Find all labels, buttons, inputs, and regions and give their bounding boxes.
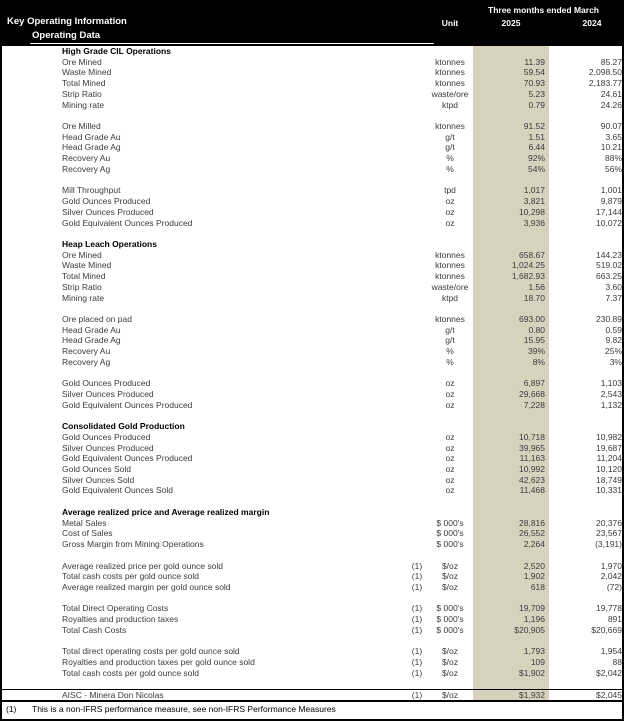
row-label: Total Mined <box>62 78 106 89</box>
row-label: Gold Equivalent Ounces Sold <box>62 485 174 496</box>
footnote-ref: (1) <box>411 656 423 667</box>
row-label: Gold Ounces Produced <box>62 431 151 442</box>
value-2025-cell: 6,897 <box>523 378 545 389</box>
value-2025-cell: 109 <box>530 656 545 667</box>
value-2024-cell: 2,042 <box>600 571 622 582</box>
value-2025-cell: 11.39 <box>524 56 545 67</box>
table-row <box>2 443 622 454</box>
value-2025-cell: 19,709 <box>519 603 545 614</box>
unit-cell: oz <box>445 206 455 217</box>
footnote-marker: (1) <box>6 704 17 714</box>
section-title-operating-data: Operating Data <box>32 30 101 41</box>
table-row <box>2 207 622 218</box>
value-2024-cell: 3% <box>609 356 622 367</box>
value-2025-cell: 0.80 <box>528 324 545 335</box>
value-2024-cell: 10.21 <box>600 142 622 153</box>
row-label: Average realized price and Average realized margin <box>62 506 270 517</box>
row-label: Average realized price per gold ounce sold <box>62 560 223 571</box>
unit-cell: oz <box>445 442 455 453</box>
unit-cell: oz <box>445 378 455 389</box>
spacer-row <box>2 636 622 647</box>
unit-cell: $ 000's <box>436 517 464 528</box>
footnote-ref: (1) <box>411 560 423 571</box>
value-2025-cell: 59.54 <box>523 67 545 78</box>
row-label: Silver Ounces Produced <box>62 206 154 217</box>
row-label: Gold Equivalent Ounces Produced <box>62 217 193 228</box>
table-row <box>2 475 622 486</box>
period-header: Three months ended March <box>488 5 599 15</box>
unit-cell: $ 000's <box>436 614 464 625</box>
spacer-row <box>2 303 622 314</box>
table-row <box>2 325 622 336</box>
table-row <box>2 582 622 593</box>
value-2024-cell: 891 <box>607 614 622 625</box>
row-label: Gold Ounces Produced <box>62 378 151 389</box>
table-row <box>2 282 622 293</box>
row-label: Recovery Au <box>62 346 111 357</box>
unit-cell: oz <box>445 399 455 410</box>
footnote-ref: (1) <box>411 614 423 625</box>
value-2024-cell: 10,120 <box>596 464 622 475</box>
value-2024-cell: 1,103 <box>600 378 622 389</box>
row-label: Strip Ratio <box>62 88 102 99</box>
value-2024-cell: 9.82 <box>605 335 622 346</box>
value-2025-cell: 1,902 <box>523 571 545 582</box>
spacer-row <box>2 228 622 239</box>
value-2024-cell: 230.89 <box>596 313 622 324</box>
unit-cell: oz <box>445 485 455 496</box>
table-row <box>2 657 622 668</box>
value-2025-cell: 91.52 <box>523 121 545 132</box>
value-2024-cell: 56% <box>604 163 622 174</box>
unit-cell: % <box>446 153 454 164</box>
row-label: Recovery Ag <box>62 356 111 367</box>
row-label: Mill Throughput <box>62 185 121 196</box>
value-2025-cell: 1,017 <box>523 185 545 196</box>
unit-cell: oz <box>445 431 455 442</box>
table-row <box>2 260 622 271</box>
value-2024-cell: 23,567 <box>596 528 622 539</box>
unit-cell: g/t <box>445 335 455 346</box>
footnote-ref: (1) <box>411 646 423 657</box>
table-row <box>2 646 622 657</box>
value-2025-cell: 42,623 <box>519 474 545 485</box>
unit-cell: oz <box>445 453 455 464</box>
table-row <box>2 164 622 175</box>
row-label: Cost of Sales <box>62 528 113 539</box>
value-2025-cell: 3,821 <box>523 196 545 207</box>
value-2025-cell: 6.44 <box>528 142 545 153</box>
row-label: Waste Mined <box>62 260 112 271</box>
unit-cell: $/oz <box>441 560 459 571</box>
row-label: Gold Ounces Sold <box>62 464 131 475</box>
section-header-row <box>2 421 622 432</box>
row-label: Royalties and production taxes <box>62 614 179 625</box>
row-label: Gold Equivalent Ounces Produced <box>62 399 193 410</box>
table-row <box>2 335 622 346</box>
table-row <box>2 346 622 357</box>
table-row <box>2 485 622 496</box>
value-2024-cell: 10,072 <box>596 217 622 228</box>
row-label: Silver Ounces Sold <box>62 474 135 485</box>
unit-cell: waste/ore <box>431 88 469 99</box>
table-row <box>2 528 622 539</box>
unit-cell: $ 000's <box>436 624 464 635</box>
value-2024-cell: 1,954 <box>600 646 622 657</box>
value-2024-cell: 7.37 <box>605 292 622 303</box>
value-2024-cell: (72) <box>606 581 622 592</box>
row-label: Head Grade Au <box>62 131 121 142</box>
value-2024-cell: 10,331 <box>596 485 622 496</box>
row-label: Consolidated Gold Production <box>62 421 185 432</box>
table-row <box>2 561 622 572</box>
table-row <box>2 67 622 78</box>
spacer-row <box>2 410 622 421</box>
row-label: Silver Ounces Produced <box>62 389 154 399</box>
table-row <box>2 89 622 100</box>
value-2025-cell: 5.23 <box>528 88 545 99</box>
value-2024-cell: 519.02 <box>596 260 622 271</box>
table-row <box>2 518 622 529</box>
row-label: Head Grade Au <box>62 324 121 335</box>
value-2025-cell: $1,902 <box>519 667 545 678</box>
unit-cell: ktonnes <box>435 260 465 271</box>
row-label: Total cash costs per gold ounce sold <box>62 571 200 582</box>
table-row <box>2 668 622 679</box>
table-row <box>2 132 622 143</box>
row-label: Silver Ounces Produced <box>62 442 154 453</box>
spacer-row <box>2 110 622 121</box>
value-2024-cell: 88 <box>612 656 622 667</box>
value-2025-cell: 10,992 <box>519 464 545 475</box>
row-label: Heap Leach Operations <box>62 238 157 249</box>
value-2025-cell: 18.70 <box>523 292 545 303</box>
value-2024-cell: 1,970 <box>600 560 622 571</box>
unit-cell: ktonnes <box>435 271 465 282</box>
unit-cell: $/oz <box>441 581 459 592</box>
value-2024-cell: 9,879 <box>600 196 622 207</box>
value-2024-cell: 19,687 <box>596 442 622 453</box>
unit-cell: g/t <box>445 131 455 142</box>
value-2024-cell: $2,045 <box>596 690 622 701</box>
table-row <box>2 378 622 389</box>
table-row <box>2 625 622 636</box>
value-2025-cell: 26,552 <box>519 528 545 539</box>
value-2025-cell: 1,024.25 <box>511 260 545 271</box>
table-body <box>2 46 622 700</box>
footnote-text: This is a non-IFRS performance measure, see non-IFRS Performance Measures <box>32 704 336 714</box>
section-header-row <box>2 507 622 518</box>
unit-cell: g/t <box>445 142 455 153</box>
spacer-row <box>2 368 622 379</box>
value-2024-cell: $2,042 <box>596 667 622 678</box>
row-label: Ore Mined <box>62 249 102 260</box>
row-label: Strip Ratio <box>62 281 102 292</box>
value-2025-cell: $1,932 <box>519 690 545 701</box>
unit-cell: oz <box>445 464 455 475</box>
value-2025-cell: $20,905 <box>514 624 545 635</box>
value-2025-cell: 1,196 <box>523 614 545 625</box>
row-label: Total Cash Costs <box>62 624 127 635</box>
value-2025-cell: 39,965 <box>519 442 545 453</box>
row-label: Ore Milled <box>62 121 101 132</box>
table-row <box>2 400 622 411</box>
value-2024-cell: 85.27 <box>600 56 622 67</box>
value-2025-cell: 693.00 <box>519 313 545 324</box>
value-2025-cell: 15.95 <box>523 335 545 346</box>
row-label: Total cash costs per gold ounce sold <box>62 667 200 678</box>
row-label: Recovery Ag <box>62 163 111 174</box>
table-row <box>2 271 622 282</box>
value-2025-cell: 11,163 <box>519 453 545 464</box>
section-header-row <box>2 46 622 57</box>
row-label: Metal Sales <box>62 517 107 528</box>
value-2024-cell: 1,132 <box>600 399 622 410</box>
unit-cell: $ 000's <box>436 528 464 539</box>
table-row <box>2 121 622 132</box>
unit-cell: % <box>446 163 454 174</box>
spacer-row <box>2 496 622 507</box>
table-row <box>2 78 622 89</box>
value-2024-cell: 24.61 <box>600 88 622 99</box>
spacer-row <box>2 175 622 186</box>
table-row <box>2 464 622 475</box>
value-2025-cell: 1,793 <box>523 646 545 657</box>
unit-cell: ktonnes <box>435 78 465 89</box>
value-2024-cell: 24.26 <box>600 99 622 110</box>
table-row <box>2 539 622 550</box>
row-label: Gold Equivalent Ounces Produced <box>62 453 193 464</box>
unit-cell: g/t <box>445 324 455 335</box>
value-2024-cell: 0.59 <box>605 324 622 335</box>
value-2025-cell: 92% <box>527 153 545 164</box>
value-2025-cell: 10,718 <box>519 431 545 442</box>
unit-cell: % <box>446 356 454 367</box>
value-2024-cell: 90.07 <box>600 121 622 132</box>
table-row <box>2 357 622 368</box>
row-label: AISC - Minera Don Nicolas <box>62 690 164 701</box>
row-label: Total Mined <box>62 271 106 282</box>
value-2025-cell: 2,264 <box>523 539 545 550</box>
unit-cell: ktonnes <box>435 121 465 132</box>
unit-cell: ktonnes <box>435 56 465 67</box>
value-2024-cell: 663.25 <box>596 271 622 282</box>
value-2025-cell: 11,468 <box>519 485 545 496</box>
value-2025-cell: 70.93 <box>523 78 545 89</box>
value-2025-cell: 8% <box>532 356 545 367</box>
value-2024-cell: 3.60 <box>605 281 622 292</box>
spacer-row <box>2 550 622 561</box>
section-header-row <box>2 239 622 250</box>
footnote-ref: (1) <box>411 603 423 614</box>
value-2025-cell: 0.79 <box>528 99 545 110</box>
unit-cell: $/oz <box>441 571 459 582</box>
value-2025-cell: 28,816 <box>519 517 545 528</box>
unit-cell: $/oz <box>441 656 459 667</box>
value-2025-cell: 10,298 <box>519 206 545 217</box>
table-row <box>2 389 622 400</box>
column-header-2024: 2024 <box>582 18 602 28</box>
value-2024-cell: 1,001 <box>600 185 622 196</box>
unit-cell: % <box>446 346 454 357</box>
unit-cell: oz <box>445 217 455 228</box>
value-2024-cell: 2,183.77 <box>588 78 622 89</box>
value-2025-cell: 3,936 <box>523 217 545 228</box>
page-title: Key Operating Information <box>7 16 127 27</box>
table-row <box>2 571 622 582</box>
unit-cell: $ 000's <box>436 603 464 614</box>
unit-cell: tpd <box>444 185 456 196</box>
table-row <box>2 250 622 261</box>
value-2024-cell: 20,376 <box>596 517 622 528</box>
row-label: Recovery Au <box>62 153 111 164</box>
row-label: Mining rate <box>62 292 105 303</box>
value-2024-cell: 88% <box>604 153 622 164</box>
value-2025-cell: 39% <box>527 346 545 357</box>
value-2025-cell: 7,228 <box>523 399 545 410</box>
row-label: Ore placed on pad <box>62 313 132 324</box>
table-row <box>2 57 622 68</box>
value-2024-cell: 10,982 <box>596 431 622 442</box>
row-label: Head Grade Ag <box>62 142 121 153</box>
footnote-ref: (1) <box>411 690 423 701</box>
value-2024-cell: $20,669 <box>591 624 622 635</box>
row-label: Mining rate <box>62 99 105 110</box>
spacer-row <box>2 593 622 604</box>
value-2025-cell: 1,682.93 <box>511 271 545 282</box>
unit-cell: waste/ore <box>431 281 469 292</box>
unit-cell: $/oz <box>441 646 459 657</box>
row-label: Waste Mined <box>62 67 112 78</box>
subtitle-underline <box>30 43 434 44</box>
unit-cell: oz <box>445 474 455 485</box>
table-row <box>2 432 622 443</box>
table-row <box>2 614 622 625</box>
unit-cell: $ 000's <box>436 539 464 550</box>
table-row <box>2 185 622 196</box>
row-label: Gold Ounces Produced <box>62 196 151 207</box>
row-label: Average realized margin per gold ounce sold <box>62 581 231 592</box>
row-label: Royalties and production taxes per gold ounce sold <box>62 656 255 667</box>
value-2024-cell: 25% <box>604 346 622 357</box>
table-row <box>2 100 622 111</box>
footnote-ref: (1) <box>411 624 423 635</box>
table-row <box>2 142 622 153</box>
value-2025-cell: 2,520 <box>523 560 545 571</box>
table-row <box>2 153 622 164</box>
row-label: Gross Margin from Mining Operations <box>62 539 204 550</box>
footnote-ref: (1) <box>411 571 423 582</box>
value-2024-cell: 2,543 <box>600 389 622 399</box>
value-2024-cell: (3,191) <box>595 539 622 550</box>
value-2025-cell: 29,668 <box>519 389 545 399</box>
value-2024-cell: 17,144 <box>596 206 622 217</box>
row-label: Total Direct Operating Costs <box>62 603 169 614</box>
column-header-2025: 2025 <box>501 18 521 28</box>
unit-cell: ktpd <box>441 292 459 303</box>
table-row <box>2 689 622 700</box>
row-label: Head Grade Ag <box>62 335 121 346</box>
value-2024-cell: 2,098.50 <box>588 67 622 78</box>
unit-cell: oz <box>445 389 455 399</box>
value-2024-cell: 18,749 <box>596 474 622 485</box>
value-2025-cell: 1.51 <box>528 131 545 142</box>
value-2024-cell: 11,204 <box>596 453 622 464</box>
value-2025-cell: 618 <box>530 581 545 592</box>
value-2024-cell: 19,778 <box>596 603 622 614</box>
value-2025-cell: 1.56 <box>528 281 545 292</box>
unit-cell: ktpd <box>441 99 459 110</box>
table-header-band <box>2 2 622 46</box>
row-label: High Grade CIL Operations <box>62 46 171 56</box>
value-2025-cell: 54% <box>527 163 545 174</box>
value-2024-cell: 3.65 <box>605 131 622 142</box>
row-label: Ore Mined <box>62 56 102 67</box>
spacer-row <box>2 678 622 689</box>
table-row <box>2 314 622 325</box>
unit-cell: $/oz <box>441 690 459 701</box>
column-header-unit: Unit <box>441 18 459 28</box>
footnote-bar <box>2 700 622 719</box>
value-2024-cell: 144.23 <box>596 249 622 260</box>
footnote-ref: (1) <box>411 581 423 592</box>
unit-cell: $/oz <box>441 667 459 678</box>
table-row <box>2 218 622 229</box>
table-row <box>2 453 622 464</box>
table-row <box>2 603 622 614</box>
unit-cell: ktonnes <box>435 313 465 324</box>
row-label: Total direct operating costs per gold ounce sold <box>62 646 240 657</box>
table-row <box>2 196 622 207</box>
unit-cell: ktonnes <box>435 67 465 78</box>
unit-cell: oz <box>445 196 455 207</box>
table-row <box>2 293 622 304</box>
value-2025-cell: 658.67 <box>519 249 545 260</box>
unit-cell: ktonnes <box>435 249 465 260</box>
footnote-ref: (1) <box>411 667 423 678</box>
